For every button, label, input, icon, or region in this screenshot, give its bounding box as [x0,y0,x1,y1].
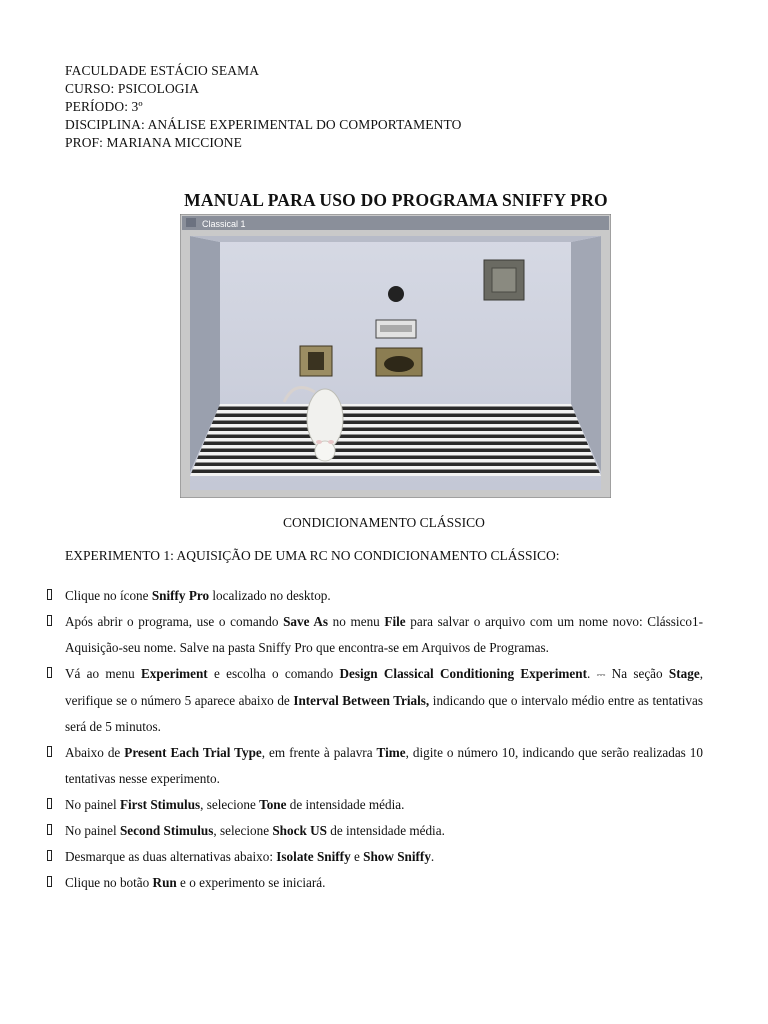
light-icon [388,286,404,302]
window-menu-icon [186,218,196,227]
discipline-line: DISCIPLINA: ANÁLISE EXPERIMENTAL DO COMPORTAMENTO [65,117,462,132]
list-item: No painel First Stimulus, selecione Tone de intensidade média. [47,792,703,818]
list-item: Abaixo de Present Each Trial Type, em frente à palavra Time, digite o número 10, indicando que serão realizadas 10 tentativas nesse experimento. [47,740,703,792]
instruction-list [47,583,703,896]
bullet-icon [47,667,52,678]
bullet-icon [47,746,52,757]
bullet-icon [47,798,52,809]
list-item: No painel Second Stimulus, selecione Shock US de intensidade média. [47,818,703,844]
list-item: Após abrir o programa, use o comando Save As no menu File para salvar o arquivo com um nome novo: Clássico1-Aquisição-seu nome. Salve na pasta Sniffy Pro que encontra-se em Arquivos de Programas. [47,609,703,661]
page-title: MANUAL PARA USO DO PROGRAMA SNIFFY PRO [184,190,608,210]
professor-line: PROF: MARIANA MICCIONE [65,135,242,150]
list-item: Clique no botão Run e o experimento se iniciará. [47,870,703,896]
bullet-icon [47,876,52,887]
bullet-icon [47,850,52,861]
window-title: Classical 1 [202,219,246,229]
figure-caption: CONDICIONAMENTO CLÁSSICO [283,515,485,530]
inline-image-icon: ⎓ [596,669,606,681]
sniffy-chamber-screenshot [180,214,611,498]
bullet-icon [47,615,52,626]
course-line: CURSO: PSICOLOGIA [65,81,200,96]
list-item: Vá ao menu Experiment e escolha o comando Design Classical Conditioning Experiment. ⎓ Na seção Stage, verifique se o número 5 aparece abaixo de Interval Between Trials, indicando que o intervalo médio entre as tentativas será de 5 minutos. [47,661,703,740]
grid-floor [190,404,601,476]
bullet-icon [47,824,52,835]
bullet-icon [47,589,52,600]
list-item: Desmarque as duas alternativas abaixo: Isolate Sniffy e Show Sniffy. [47,844,703,870]
experiment-heading: EXPERIMENTO 1: AQUISIÇÃO DE UMA RC NO CONDICIONAMENTO CLÁSSICO: [65,548,560,563]
institution-line: FACULDADE ESTÁCIO SEAMA [65,63,260,78]
window-titlebar [182,216,609,230]
list-item: Clique no ícone Sniffy Pro localizado no desktop. [47,583,703,609]
document-header [65,62,461,152]
period-line: PERÍODO: 3º [65,99,143,114]
